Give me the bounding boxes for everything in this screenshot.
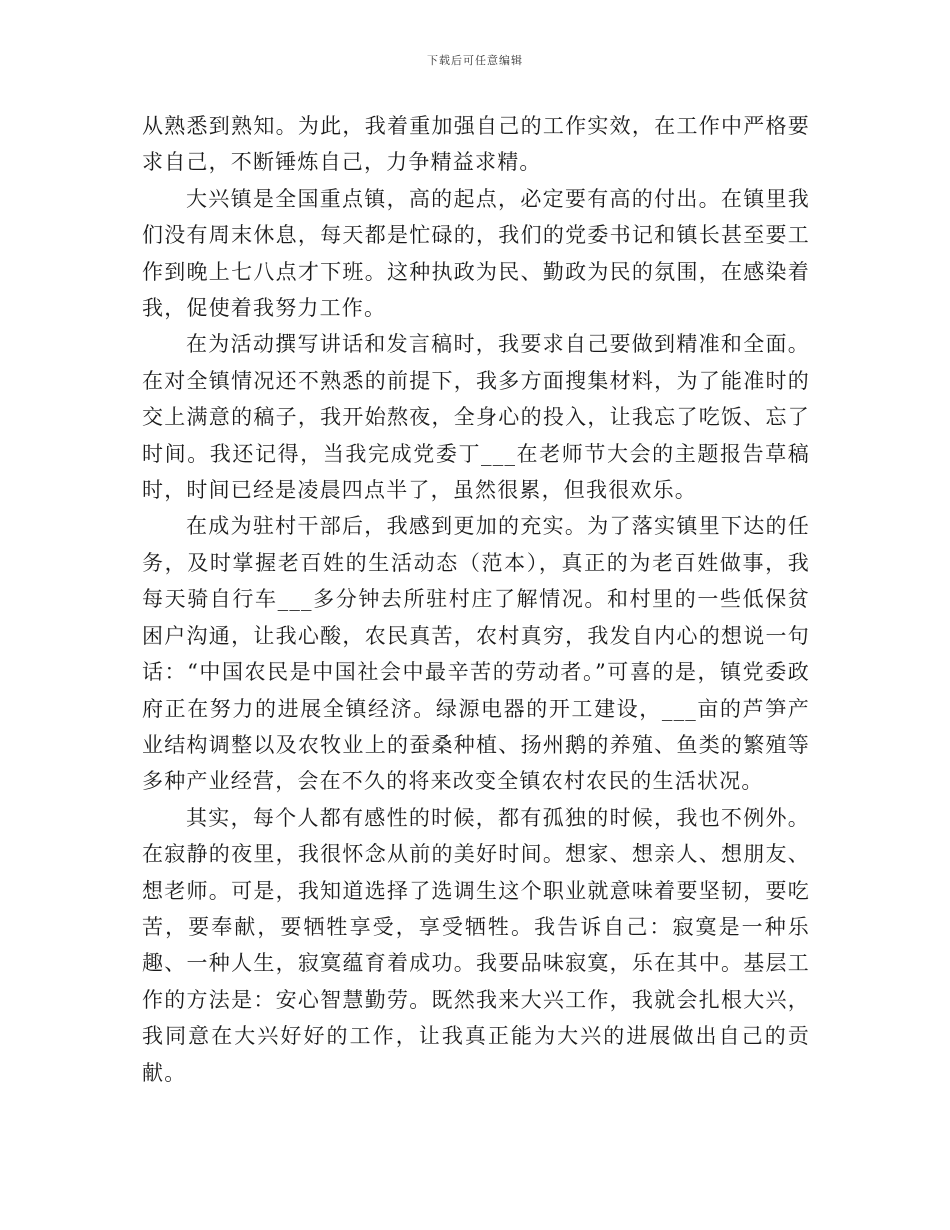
paragraph-4: 在成为驻村干部后，我感到更加的充实。为了落实镇里下达的任务，及时掌握老百姓的生活动态（范本），真正的为老百姓做事，我每天骑自行车___多分钟去所驻村庄了解情况。和村里的一些低保贫困户沟通，让我心酸，农民真苦，农村真穷，我发自内心的想说一句话：“中国农民是中国社会中最辛苦的劳动者。”可喜的是，镇党委政府正在努力的进展全镇经济。绿源电器的开工建设，___亩的芦笋产业结构调整以及农牧业上的蚕桑种植、扬州鹅的养殖、鱼类的繁殖等多种产业经营，会在不久的将来改变全镇农村农民的生活状况。	[142, 514, 810, 794]
page-header: 下载后可任意编辑	[427, 54, 523, 67]
paragraph-3: 在为活动撰写讲话和发言稿时，我要求自己要做到精准和全面。在对全镇情况还不熟悉的前提下，我多方面搜集材料，为了能准时的交上满意的稿子，我开始熬夜，全身心的投入，让我忘了吃饭、忘了时间。我还记得，当我完成党委丁___在老师节大会的主题报告草稿时，时间已经是凌晨四点半了，虽然很累，但我很欢乐。	[142, 332, 810, 503]
paragraph-1: 从熟悉到熟知。为此，我着重加强自己的工作实效，在工作中严格要求自己，不断锤炼自己，力争精益求精。	[142, 114, 810, 175]
paragraph-5: 其实，每个人都有感性的时候，都有孤独的时候，我也不例外。在寂静的夜里，我很怀念从前的美好时间。想家、想亲人、想朋友、想老师。可是，我知道选择了选调生这个职业就意味着要坚韧，要吃苦，要奉献，要牺牲享受，享受牺牲。我告诉自己：寂寞是一种乐趣、一种人生，寂寞蕴育着成功。我要品味寂寞，乐在其中。基层工作的方法是：安心智慧勤劳。既然我来大兴工作，我就会扎根大兴，我同意在大兴好好的工作，让我真正能为大兴的进展做出自己的贡献。	[142, 805, 810, 1085]
paragraph-2: 大兴镇是全国重点镇，高的起点，必定要有高的付出。在镇里我们没有周末休息，每天都是忙碌的，我们的党委书记和镇长甚至要工作到晚上七八点才下班。这种执政为民、勤政为民的氛围，在感染着我，促使着我努力工作。	[142, 186, 810, 321]
document-body	[142, 108, 810, 1091]
